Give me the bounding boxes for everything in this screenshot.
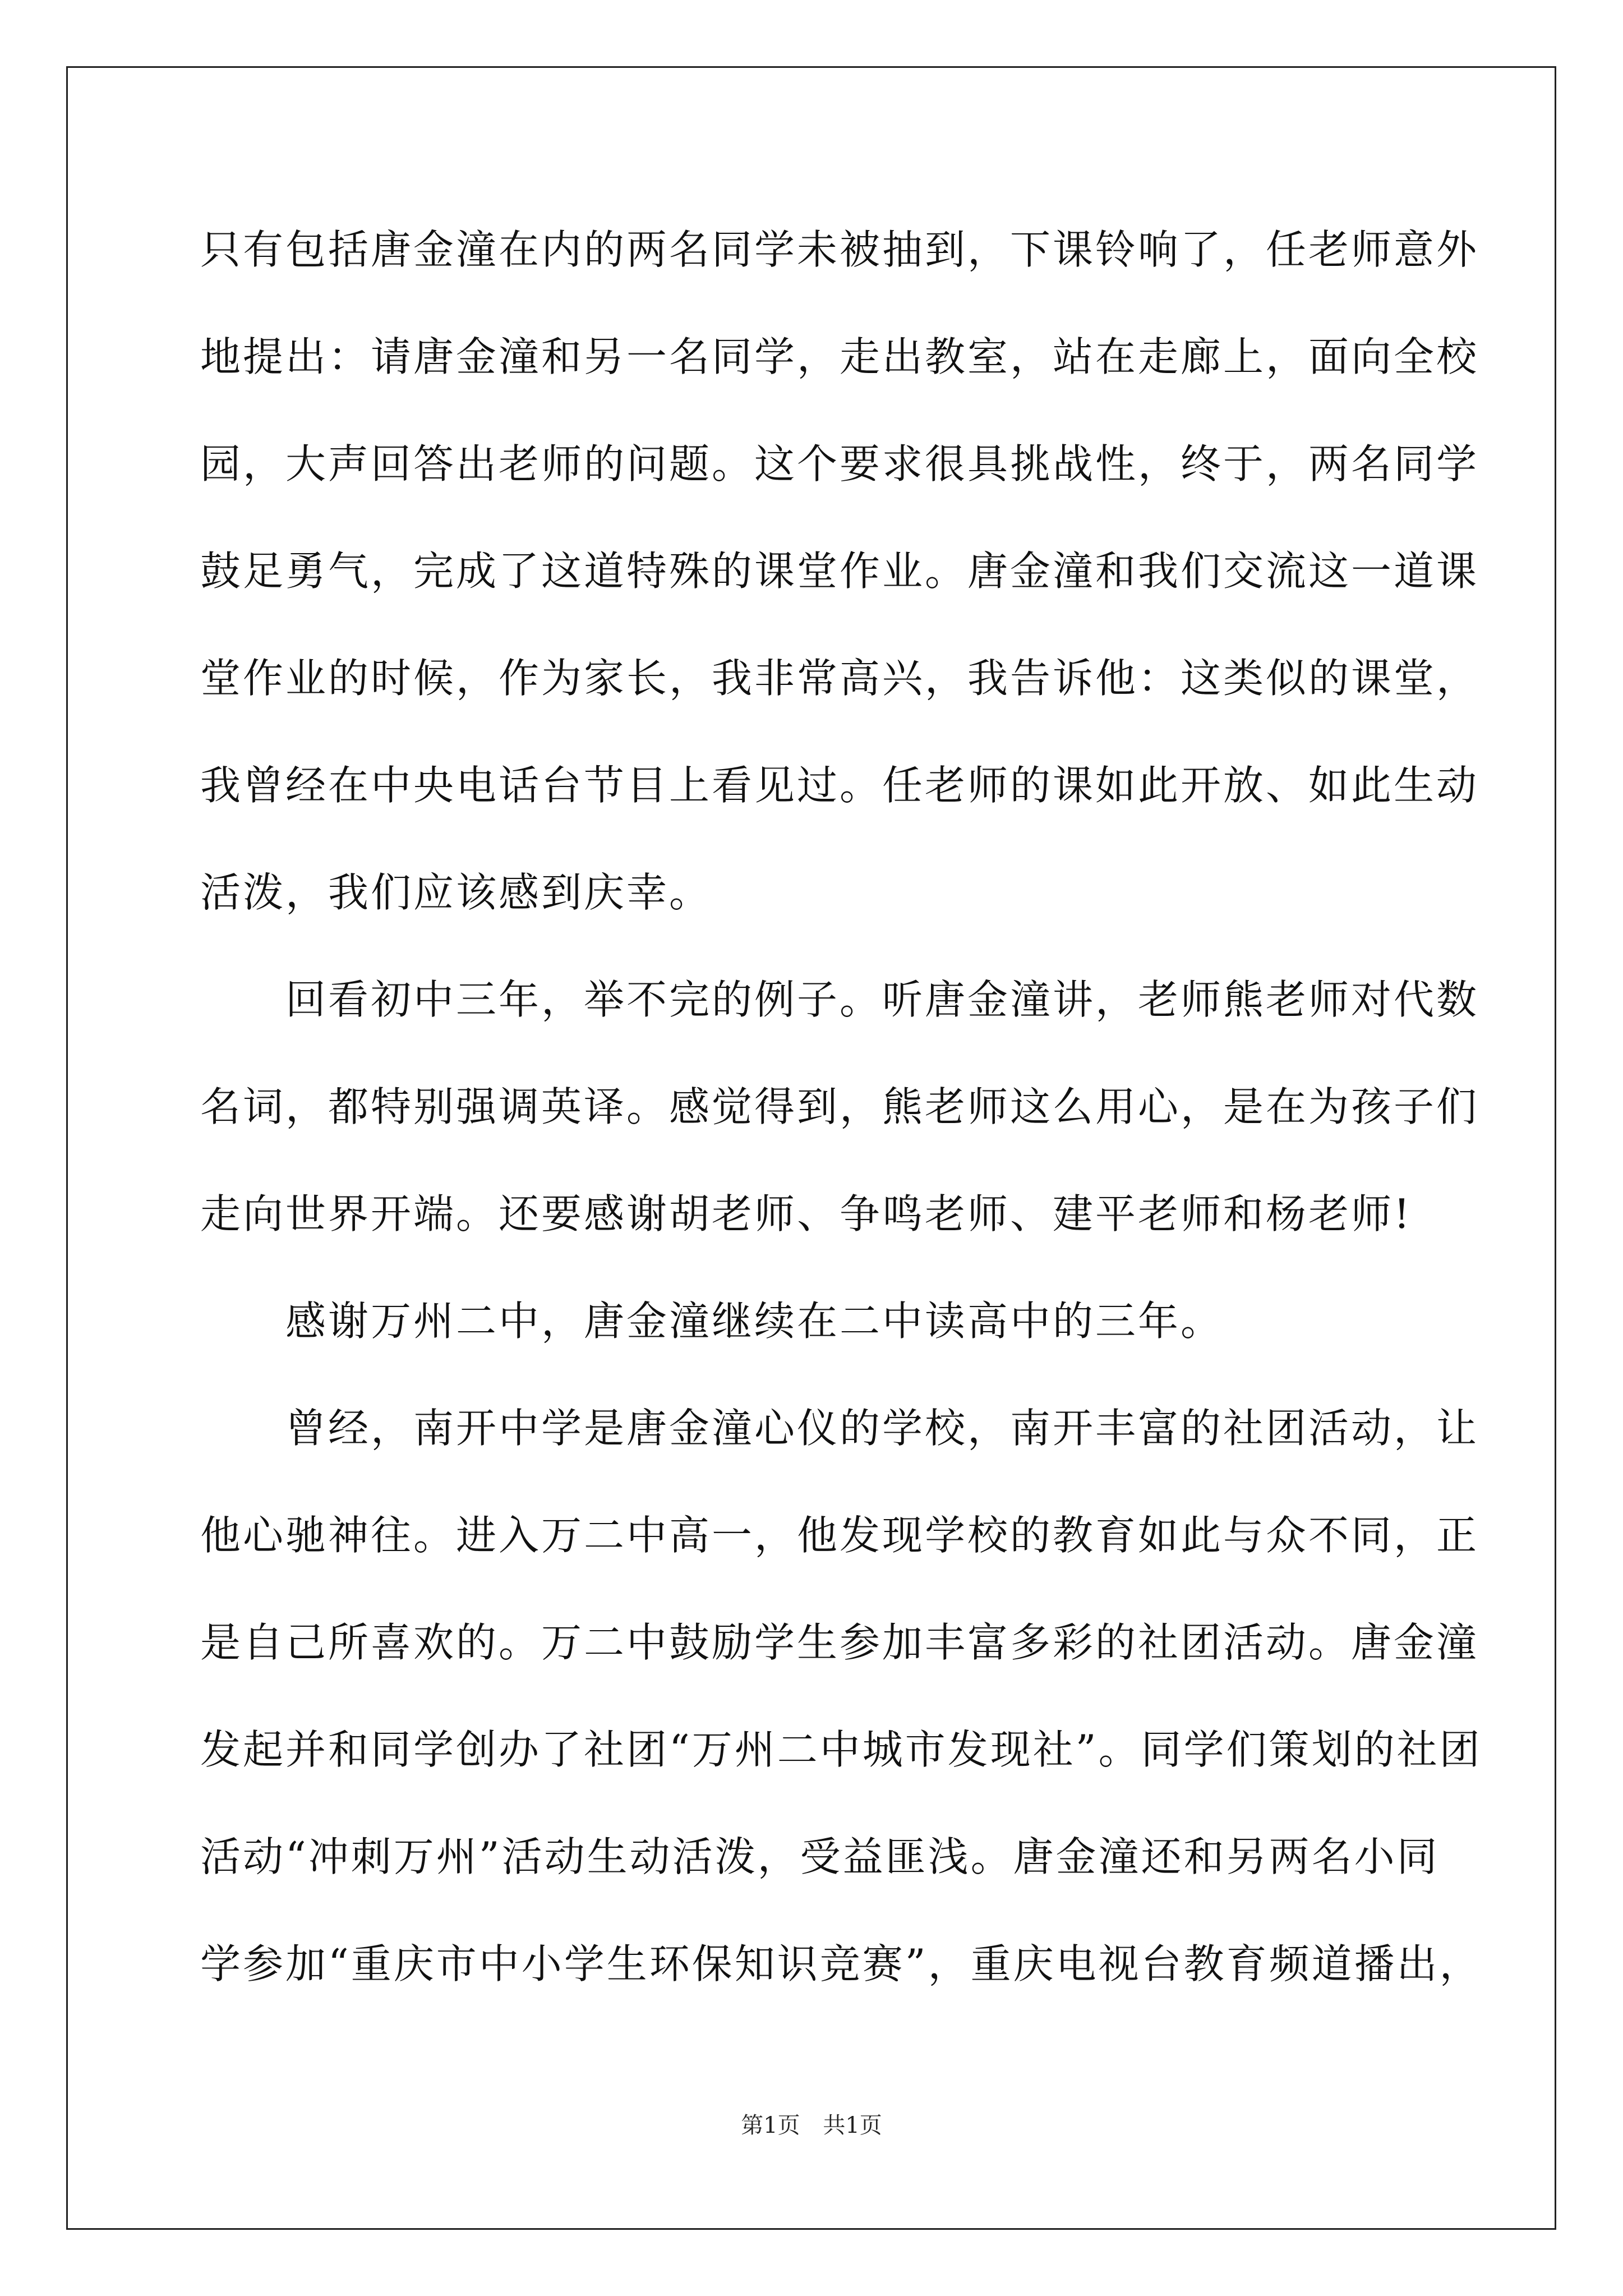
document-body bbox=[200, 212, 1482, 2033]
text-line-1: 只有包括唐金潼在内的两名同学未被抽到，下课铃响了，任老师意外 bbox=[200, 226, 1479, 273]
text-line-12: 曾经，南开中学是唐金潼心仪的学校，南开丰富的社团活动，让 bbox=[285, 1405, 1479, 1452]
text-line-11: 感谢万州二中，唐金潼继续在二中读高中的三年。 bbox=[285, 1297, 1224, 1345]
text-line-3: 园，大声回答出老师的问题。这个要求很具挑战性，终于，两名同学 bbox=[200, 440, 1479, 487]
text-line-5: 堂作业的时候，作为家长，我非常高兴，我告诉他：这类似的课堂， bbox=[200, 655, 1479, 702]
text-line-9: 名词，都特别强调英译。感觉得到，熊老师这么用心，是在为孩子们 bbox=[200, 1083, 1479, 1130]
text-line-7: 活泼，我们应该感到庆幸。 bbox=[200, 869, 712, 916]
text-line-2: 地提出：请唐金潼和另一名同学，走出教室，站在走廊上，面向全校 bbox=[200, 333, 1479, 380]
page-number-current: 第1页 bbox=[741, 2113, 800, 2138]
text-line-4: 鼓足勇气，完成了这道特殊的课堂作业。唐金潼和我们交流这一道课 bbox=[200, 547, 1479, 595]
text-line-10: 走向世界开端。还要感谢胡老师、争鸣老师、建平老师和杨老师! bbox=[200, 1190, 1412, 1237]
page-footer bbox=[0, 2108, 1623, 2139]
text-line-16: 活动“冲刺万州”活动生动活泼，受益匪浅。唐金潼还和另两名小同 bbox=[200, 1833, 1440, 1880]
text-line-15: 发起并和同学创办了社团“万州二中城市发现社”。同学们策划的社团 bbox=[200, 1726, 1482, 1773]
text-line-14: 是自己所喜欢的。万二中鼓励学生参加丰富多彩的社团活动。唐金潼 bbox=[200, 1619, 1479, 1666]
text-line-13: 他心驰神往。进入万二中高一，他发现学校的教育如此与众不同，正 bbox=[200, 1512, 1479, 1559]
text-line-17: 学参加“重庆市中小学生环保知识竞赛”，重庆电视台教育频道播出， bbox=[200, 1940, 1482, 1987]
text-line-6: 我曾经在中央电话台节目上看见过。任老师的课如此开放、如此生动 bbox=[200, 762, 1479, 809]
text-line-8: 回看初中三年，举不完的例子。听唐金潼讲，老师熊老师对代数 bbox=[285, 976, 1479, 1023]
page-number-total: 共1页 bbox=[823, 2113, 882, 2138]
